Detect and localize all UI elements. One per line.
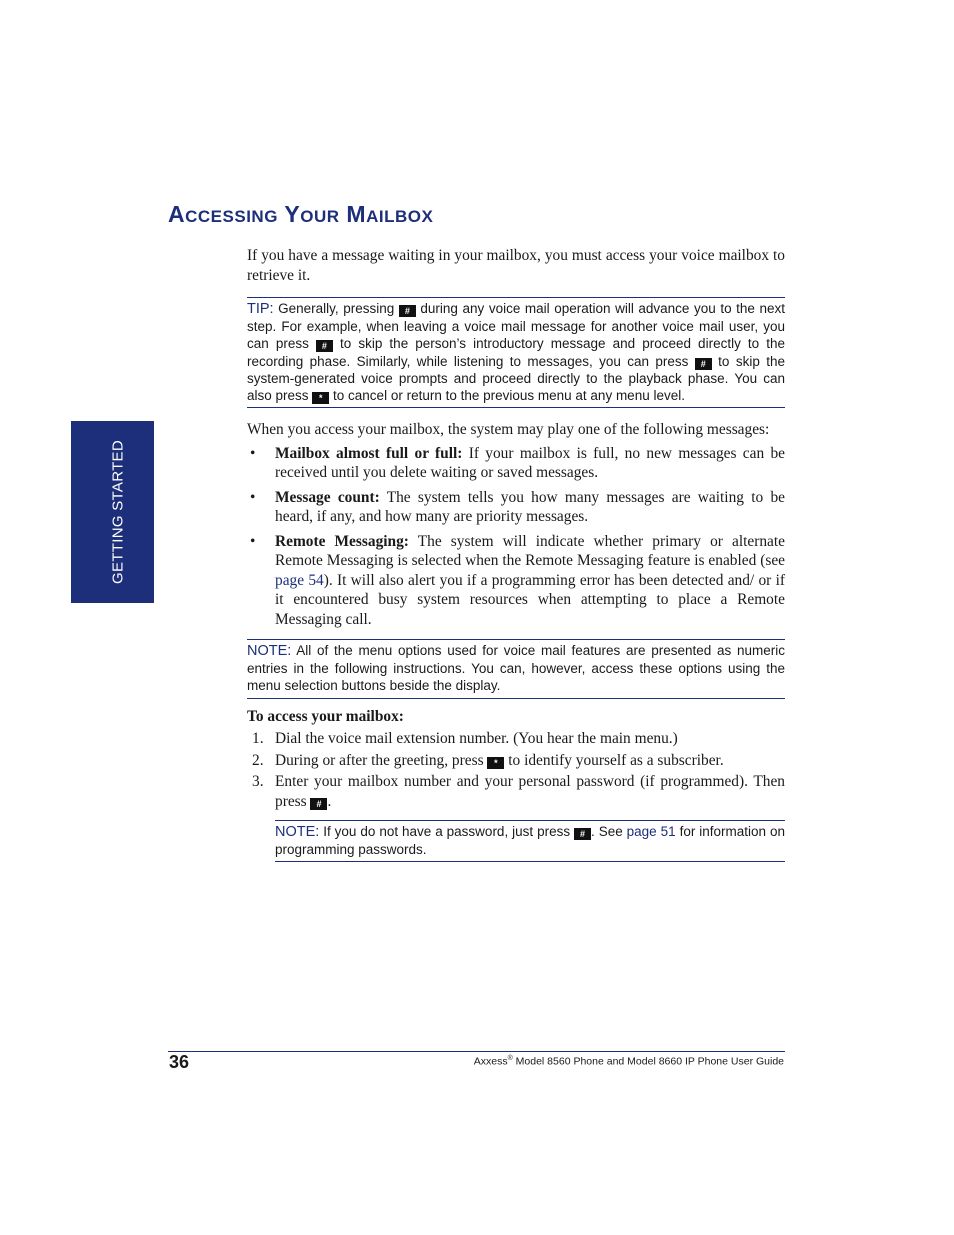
note-text: If you do not have a password, just press <box>319 824 575 839</box>
section-tab-label: GETTING STARTED <box>109 440 127 584</box>
list-item <box>247 772 785 811</box>
footer-brand: Axxess <box>473 1055 508 1068</box>
step-number: 3. <box>252 773 264 790</box>
tip-text: to skip the person’s introductory message and proceed directly to the recording phase. Similarly, while listening to messages, you can press <box>247 336 786 369</box>
list-item <box>247 751 785 771</box>
bullet-term: Remote Messaging: <box>275 532 409 550</box>
bullet-text: If your mailbox is full, no new messages can be received until you delete waiting or saved messages. <box>275 444 785 481</box>
note-label: NOTE: <box>247 643 292 659</box>
bullet-term: Message count: <box>275 488 380 506</box>
intro-block <box>247 246 785 285</box>
tip-text: to cancel or return to the previous menu at any menu level. <box>329 388 685 404</box>
bullet-icon: • <box>250 444 256 462</box>
step-number: 1. <box>252 730 264 747</box>
note-text: . See <box>591 824 627 839</box>
pound-key-icon: # <box>695 358 712 370</box>
tip-text: to skip the system-generated voice prompts and proceed directly to the playback phase. You can also press <box>247 353 785 404</box>
tip-label: TIP: <box>247 301 274 317</box>
pound-key-icon: # <box>399 305 416 317</box>
lead-paragraph: When you access your mailbox, the system may play one of the following messages: <box>247 421 770 438</box>
bullet-term: Mailbox almost full or full: <box>275 444 463 462</box>
step-text: During or after the greeting, press <box>275 751 488 769</box>
message-list <box>247 444 785 630</box>
intro-paragraph: If you have a message waiting in your mailbox, you must access your voice mailbox to retrieve it. <box>247 247 785 284</box>
note-text: for information on programming passwords. <box>275 824 785 858</box>
step-text: Enter your mailbox number and your personal password (if programmed). Then press <box>275 773 785 810</box>
step-text: Dial the voice mail extension number. (You hear the main menu.) <box>275 730 678 747</box>
bullet-icon: • <box>250 532 256 550</box>
note-box <box>275 820 785 862</box>
step-text: . <box>327 792 332 810</box>
procedure-section <box>247 708 785 813</box>
step-number: 2. <box>252 751 264 769</box>
page-number: 36 <box>169 1052 190 1072</box>
tip-text: during any voice mail operation will advance you to the next step. For example, when leaving a voice mail message for another voice mail user, you can press <box>247 301 785 352</box>
list-item <box>247 488 785 527</box>
note-box <box>247 639 785 699</box>
messages-section <box>247 420 785 634</box>
bullet-icon: • <box>250 488 256 506</box>
pound-key-icon: # <box>316 340 333 352</box>
procedure-steps <box>247 729 785 811</box>
star-key-icon: * <box>487 757 504 769</box>
page-54-link[interactable]: page 54 <box>275 571 324 589</box>
tip-text: Generally, pressing <box>273 301 399 316</box>
page-title <box>168 201 433 228</box>
footer-guide-title <box>474 1055 784 1068</box>
list-item <box>247 444 785 483</box>
footer-divider <box>168 1051 785 1052</box>
page-51-link[interactable]: page 51 <box>626 824 676 839</box>
bullet-text: The system tells you how many messages are waiting to be heard, if any, and how many are priority messages. <box>275 488 785 525</box>
footer-guide-text: Model 8560 Phone and Model 8660 IP Phone User Guide <box>512 1055 784 1068</box>
pound-key-icon: # <box>310 798 327 810</box>
list-item <box>247 729 785 749</box>
pound-key-icon: # <box>574 828 591 840</box>
bullet-text: The system will indicate whether primary or alternate Remote Messaging is selected when the Remote Messaging feature is enabled (see <box>275 532 785 569</box>
tip-box <box>247 297 785 408</box>
note-label: NOTE: <box>275 824 320 840</box>
title-text: ACCESSING YOUR MAILBOX <box>168 201 434 227</box>
step-text: to identify yourself as a subscriber. <box>504 751 724 769</box>
bullet-text: ). It will also alert you if a programming error has been detected and/ or if it encountered busy system resources when attempting to place a Remote Messaging call. <box>275 571 785 628</box>
note-text: All of the menu options used for voice mail features are presented as numeric entries in the following instructions. You can, however, access these options using the menu selection buttons beside the display. <box>247 643 785 694</box>
star-key-icon: * <box>312 392 329 404</box>
procedure-title: To access your mailbox: <box>247 708 404 725</box>
list-item <box>247 532 785 630</box>
registered-mark: ® <box>507 1055 513 1062</box>
